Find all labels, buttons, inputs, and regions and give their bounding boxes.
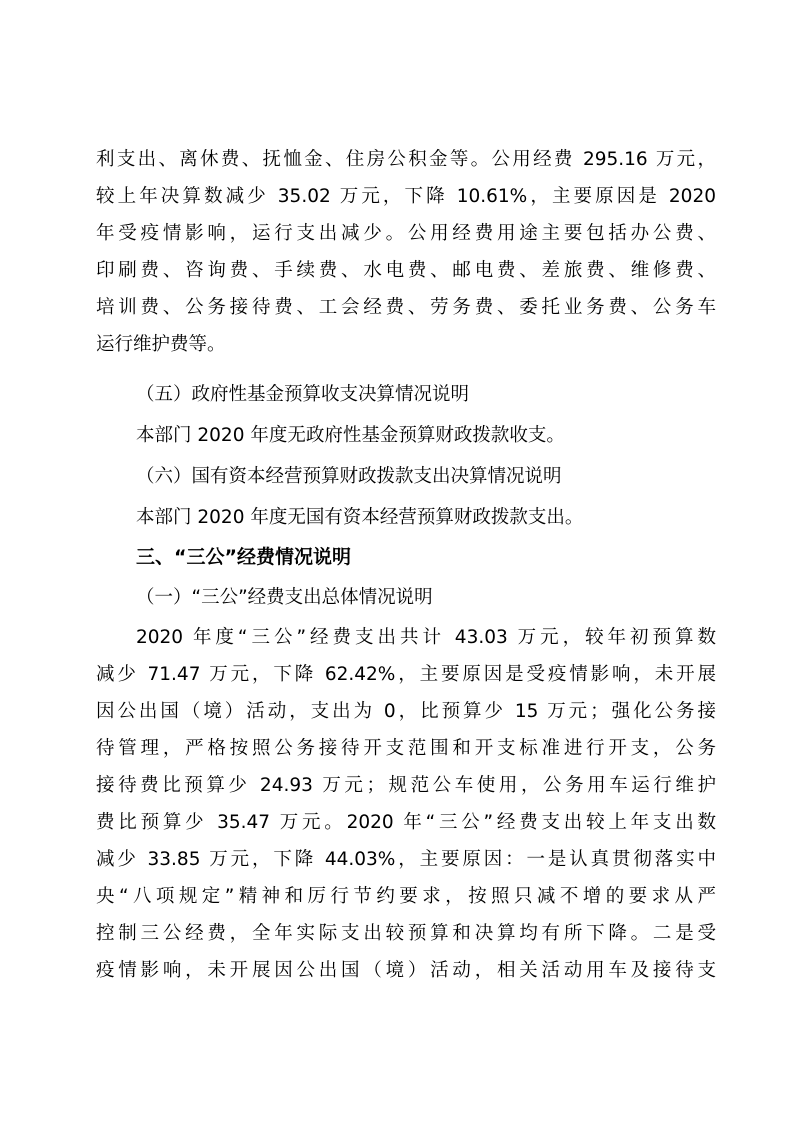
body-text-line: 2020 年度“三公”经费支出共计 43.03 万元，较年初预算数: [136, 627, 716, 648]
body-text-line: 待管理，严格按照公务接待开支范围和开支标准进行开支，公务: [96, 738, 716, 759]
body-text-line: 本部门 2020 年度无政府性基金预算财政拨款收支。: [136, 425, 565, 446]
part-heading: 三、“三公”经费情况说明: [136, 546, 351, 568]
body-text-line: 接待费比预算少 24.93 万元；规范公车使用，公务用车运行维护: [96, 775, 716, 796]
body-text-line: 疫情影响，未开展因公出国（境）活动，相关活动用车及接待支: [96, 960, 716, 981]
body-text-line: 因公出国（境）活动，支出为 0，比预算少 15 万元；强化公务接: [96, 701, 716, 722]
body-text-line: 费比预算少 35.47 万元。2020 年“三公”经费支出较上年支出数: [96, 812, 716, 833]
section-title: （六）国有资本经营预算财政拨款支出决算情况说明: [136, 466, 562, 487]
body-text-line: 减少 71.47 万元，下降 62.42%，主要原因是受疫情影响，未开展: [96, 664, 716, 685]
body-text-line: 年受疫情影响，运行支出减少。公用经费用途主要包括办公费、: [96, 223, 716, 244]
body-text-line: 利支出、离休费、抚恤金、住房公积金等。公用经费 295.16 万元，: [96, 149, 716, 170]
section-title: （一）“三公”经费支出总体情况说明: [136, 587, 433, 608]
body-text-line: 本部门 2020 年度无国有资本经营预算财政拨款支出。: [136, 507, 584, 528]
body-text-line: 减少 33.85 万元，下降 44.03%，主要原因：一是认真贯彻落实中: [96, 849, 716, 870]
body-text-line: 较上年决算数减少 35.02 万元，下降 10.61%，主要原因是 2020: [96, 186, 716, 207]
body-text-line: 控制三公经费，全年实际支出较预算和决算均有所下降。二是受: [96, 923, 716, 944]
body-text-line: 培训费、公务接待费、工会经费、劳务费、委托业务费、公务车: [96, 297, 716, 318]
body-text-line: 运行维护费等。: [96, 334, 226, 355]
body-text-line: 央“八项规定”精神和厉行节约要求，按照只减不增的要求从严: [96, 886, 716, 907]
body-text-line: 印刷费、咨询费、手续费、水电费、邮电费、差旅费、维修费、: [96, 260, 716, 281]
section-title: （五）政府性基金预算收支决算情况说明: [136, 384, 470, 405]
